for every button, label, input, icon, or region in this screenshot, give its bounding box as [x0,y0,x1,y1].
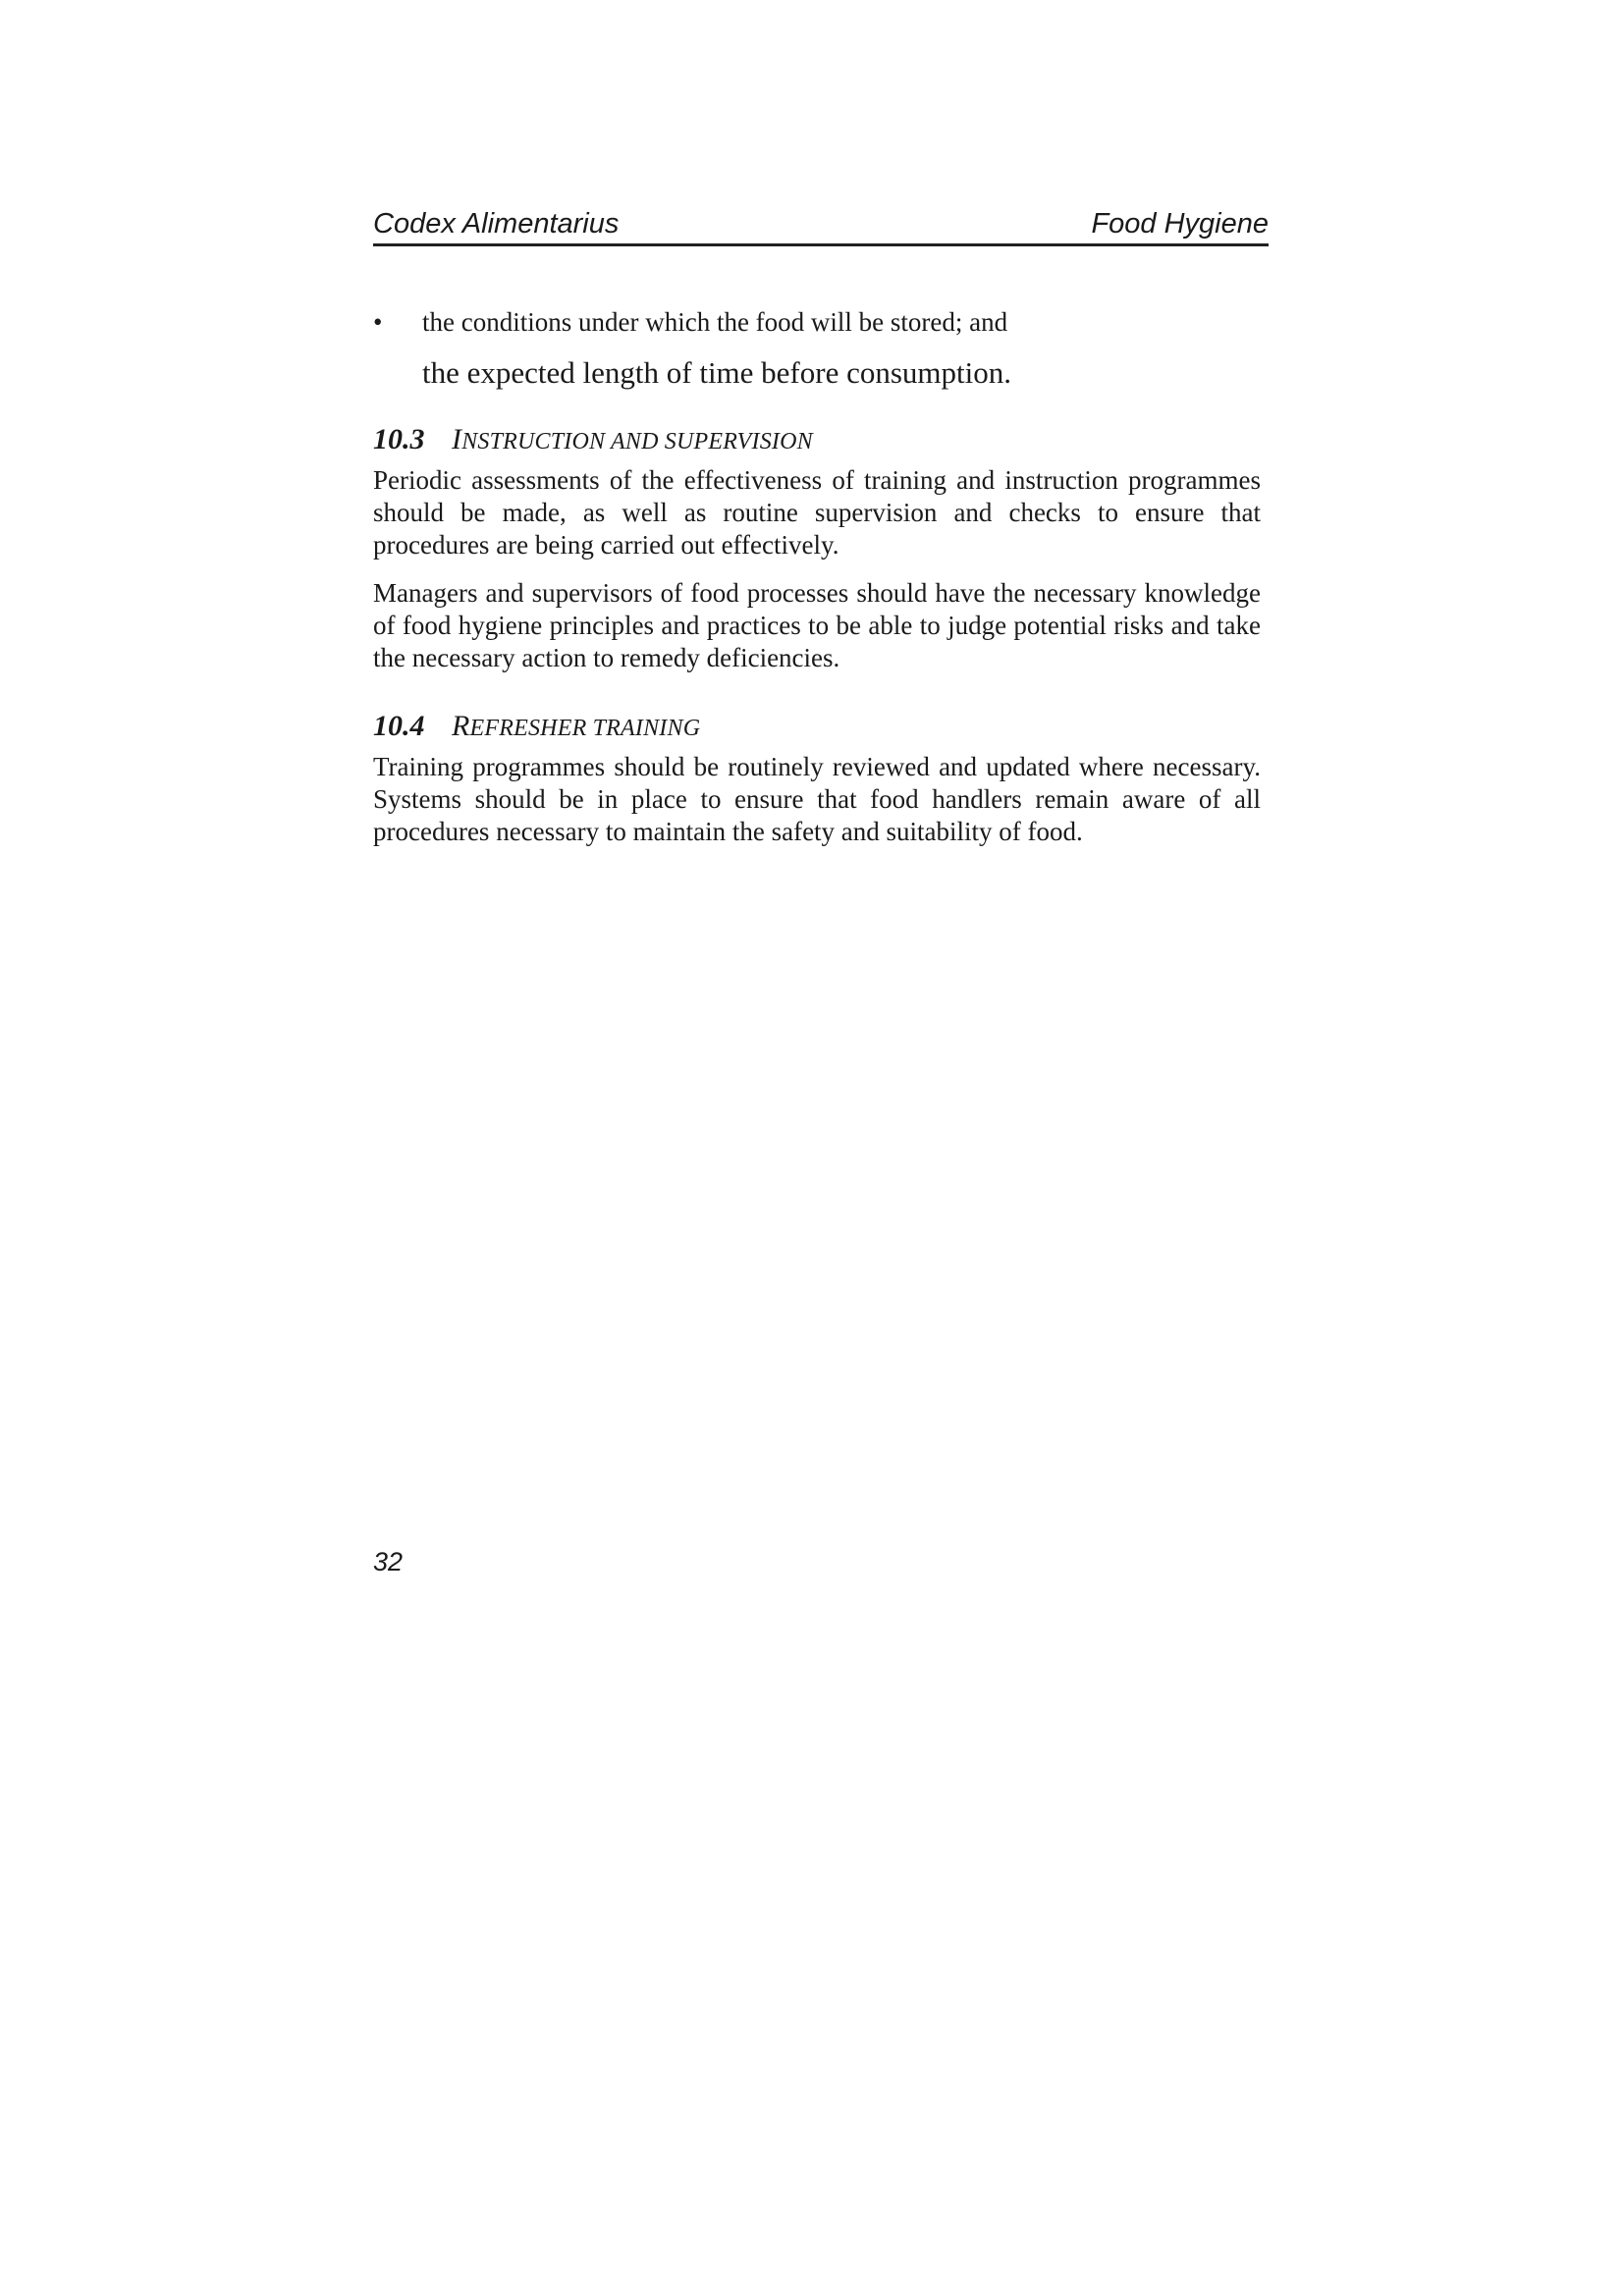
bullet-item [373,306,1261,339]
page-header [373,204,1269,246]
section-number: 10.3 [373,423,425,455]
paragraph: Managers and supervisors of food processes should have the necessary knowledge of food hygiene principles and practices to be able to judge potential risks and take the necessary action to remedy deficiencies. [373,578,1261,672]
section-title: REFRESHER TRAINING [452,710,701,742]
bullet-continuation: the expected length of time before consumption. [422,355,1012,390]
header-document-title: Codex Alimentarius [373,208,620,240]
section-title: INSTRUCTION AND SUPERVISION [452,423,813,455]
paragraph: Training programmes should be routinely reviewed and updated where necessary. Systems should be in place to ensure that food handlers remain aware of all procedures necessary to maintain the safety and suitability of food. [373,752,1261,846]
section-number: 10.4 [373,710,425,742]
bullet-text: the conditions under which the food will be stored; and [422,307,1008,337]
bullet-icon: • [373,307,383,337]
header-section-title: Food Hygiene [1091,208,1269,240]
page-number: 32 [373,1547,404,1576]
section-heading-10-4 [373,710,1261,745]
paragraph: Periodic assessments of the effectiveness of training and instruction programmes should be made, as well as routine supervision and checks to ensure that procedures are being carried out effectively. [373,465,1261,560]
section-heading-10-3 [373,423,1261,458]
page-content [373,306,1261,864]
